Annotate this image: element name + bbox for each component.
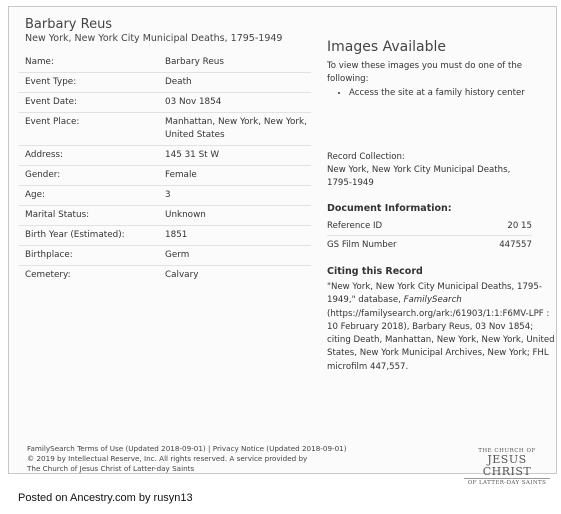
record-collection-label: Record Collection: (327, 152, 405, 162)
images-options-list (333, 87, 539, 100)
fact-row (19, 92, 311, 112)
document-info-label: GS Film Number (327, 240, 397, 250)
fact-row (19, 53, 311, 72)
logo-line-3: OF LATTER-DAY SAINTS (467, 480, 547, 486)
fact-label: Birthplace: (25, 250, 73, 260)
fact-value: Barbary Reus (165, 57, 224, 67)
fact-label: Event Type: (25, 77, 77, 87)
record-collection-link[interactable]: New York, New York City Municipal Deaths, 1795-1949 (327, 165, 511, 188)
fact-value: 1851 (165, 230, 188, 240)
citing-heading: Citing this Record (327, 266, 423, 277)
document-info-label: Reference ID (327, 221, 383, 231)
fact-label: Marital Status: (25, 210, 90, 220)
citation-source: FamilySearch (403, 295, 462, 306)
fact-value: Female (165, 170, 197, 180)
fact-value: 3 (165, 190, 171, 200)
fact-value: 03 Nov 1854 (165, 97, 222, 107)
document-info-value: 20 15 (507, 221, 532, 231)
fact-value: Death (165, 77, 192, 87)
fact-value: Unknown (165, 210, 206, 220)
fact-row (19, 225, 311, 245)
fact-value: 145 31 St W (165, 150, 220, 160)
fact-label: Age: (25, 190, 45, 200)
provider-text: The Church of Jesus Christ of Latter-day Saints (27, 464, 195, 473)
copyright-text: © 2019 by Intellectual Reserve, Inc. All rights reserved. A service provided by (27, 454, 308, 463)
images-available-text: To view these images you must do one of the following: (327, 61, 523, 84)
logo-line-2: JESUS CHRIST (464, 454, 550, 479)
fact-label: Cemetery: (25, 270, 71, 280)
citation-part-1: "New York, New York City Municipal Deaths, 1795-1949," database, (327, 282, 542, 306)
citation-text (327, 281, 555, 374)
record-collection-subtitle: New York, New York City Municipal Deaths, 1795-1949 (25, 33, 283, 44)
caption: Posted on Ancestry.com by rusyn13 (18, 492, 193, 504)
logo-line-1: THE CHURCH OF (478, 448, 536, 454)
fact-label: Address: (25, 150, 63, 160)
footer-separator: | (208, 444, 211, 453)
fact-row (19, 245, 311, 265)
fact-value: Manhattan, New York, New York, United States (165, 117, 307, 140)
fact-value: Calvary (165, 270, 199, 280)
fact-label: Gender: (25, 170, 61, 180)
citation-part-2: (https://familysearch.org/ark:/61903/1:1:F6MV-LPF : 10 February 2018), Barbary Reus, 03 Nov 1854; citing Death, Manhattan, New York, New York, United States, New York Municipal Archives, New York; FHL microfilm 447,557. (327, 308, 555, 372)
facts-table (19, 53, 311, 285)
privacy-link[interactable]: Privacy Notice (Updated 2018-09-01) (212, 444, 347, 453)
fact-row (19, 205, 311, 225)
fact-row (19, 165, 311, 185)
fact-row (19, 112, 311, 145)
church-logo[interactable] (464, 448, 550, 486)
document-info-value: 447557 (499, 240, 532, 250)
document-info-row (327, 235, 532, 254)
record-panel (8, 6, 557, 486)
fact-row (19, 72, 311, 92)
footer (27, 444, 387, 474)
document-info-heading: Document Information: (327, 203, 452, 214)
fact-row (19, 145, 311, 165)
fact-label: Event Place: (25, 117, 80, 127)
images-available-heading: Images Available (327, 39, 446, 55)
document-info-table (327, 217, 532, 254)
fact-row (19, 185, 311, 205)
document-info-row (327, 217, 532, 235)
fact-label: Event Date: (25, 97, 77, 107)
fact-value: Germ (165, 250, 190, 260)
record-title: Barbary Reus (25, 17, 113, 32)
fact-label: Name: (25, 57, 54, 67)
fact-label: Birth Year (Estimated): (25, 230, 125, 240)
images-option-item[interactable]: • Access the site at a family history center (349, 87, 539, 100)
fact-row (19, 265, 311, 285)
terms-link[interactable]: FamilySearch Terms of Use (Updated 2018-09-01) (27, 444, 206, 453)
